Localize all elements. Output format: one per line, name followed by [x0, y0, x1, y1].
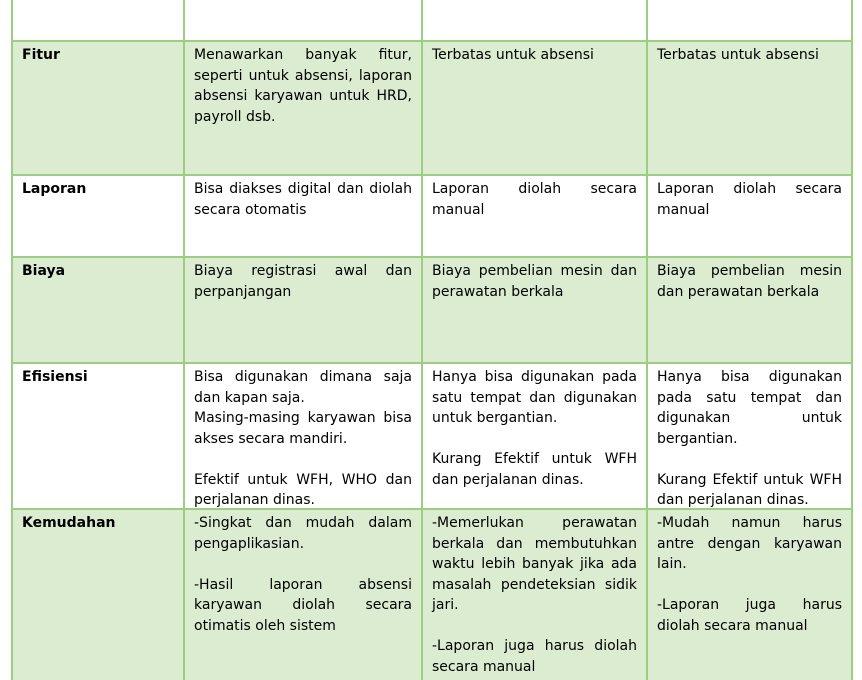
- cell-text: Hanya bisa digunakan pada satu tempat dan digunakan untuk bergantian.: [657, 369, 842, 447]
- table-row-biaya: [11, 258, 853, 364]
- table-row-fitur: [11, 42, 853, 176]
- paragraph-gap: [432, 616, 637, 637]
- cell-text: Biaya pembelian mesin dan perawatan berkala: [432, 263, 637, 300]
- row-label-cell: Laporan: [11, 176, 183, 256]
- table-cell: [646, 176, 853, 256]
- row-label-cell: [11, 0, 183, 40]
- cell-text: Efektif untuk WFH, WHO dan perjalanan dinas.: [194, 471, 412, 508]
- cell-text: Terbatas untuk absensi: [432, 47, 594, 63]
- cell-text: Menawarkan banyak fitur, seperti untuk absensi, laporan absensi karyawan untuk HRD, payroll dsb.: [194, 47, 412, 125]
- table-cell: [646, 258, 853, 362]
- cell-text: -Memerlukan perawatan berkala dan membutuhkan waktu lebih banyak jika ada masalah pendeteksian sidik jari.: [432, 515, 637, 613]
- comparison-table: [11, 0, 853, 680]
- table-cell: [421, 258, 646, 362]
- table-cell: [183, 510, 421, 680]
- row-label-cell: Kemudahan: [11, 510, 183, 680]
- table-cell: [421, 510, 646, 680]
- table-row-laporan: [11, 176, 853, 258]
- cell-text: Biaya registrasi awal dan perpanjangan: [194, 263, 412, 300]
- cell-text: Kurang Efektif untuk WFH dan perjalanan dinas.: [657, 471, 842, 508]
- paragraph-gap: [657, 449, 842, 470]
- cell-text: Laporan diolah secara manual: [432, 181, 637, 218]
- row-label-cell: Efisiensi: [11, 364, 183, 508]
- paragraph-gap: [432, 429, 637, 450]
- table-cell: [646, 42, 853, 174]
- row-label-cell: Fitur: [11, 42, 183, 174]
- table-cell: [183, 42, 421, 174]
- table-cell: [421, 42, 646, 174]
- table-cell: [183, 176, 421, 256]
- cell-text: -Hasil laporan absensi karyawan diolah secara otimatis oleh sistem: [194, 576, 412, 634]
- cell-text: Biaya pembelian mesin dan perawatan berkala: [657, 263, 842, 300]
- table-cell: [421, 176, 646, 256]
- table-cell: [646, 364, 853, 508]
- cell-text: Bisa diakses digital dan diolah secara otomatis: [194, 181, 412, 218]
- cell-text: Kurang Efektif untuk WFH dan perjalanan dinas.: [432, 451, 637, 488]
- cell-text: Bisa digunakan dimana saja dan kapan saja.: [194, 369, 412, 406]
- cell-text: -Mudah namun harus antre dengan karyawan lain.: [657, 515, 842, 572]
- table-row: [11, 0, 853, 42]
- cell-text: -Singkat dan mudah dalam pengaplikasian.: [194, 515, 412, 552]
- paragraph-gap: [194, 554, 412, 575]
- table-cell: [421, 0, 646, 40]
- cell-text: Masing-masing karyawan bisa akses secara mandiri.: [194, 410, 412, 447]
- cell-text: Hanya bisa digunakan pada satu tempat dan digunakan untuk bergantian.: [432, 369, 637, 426]
- table-cell: [183, 364, 421, 508]
- cell-text: Terbatas untuk absensi: [657, 47, 819, 63]
- paragraph-gap: [194, 449, 412, 470]
- table-row-efisiensi: [11, 364, 853, 510]
- table-cell: [646, 0, 853, 40]
- table-row-kemudahan: [11, 510, 853, 680]
- table-cell: [183, 258, 421, 362]
- table-cell: [183, 0, 421, 40]
- paragraph-gap: [657, 575, 842, 596]
- row-label-cell: Biaya: [11, 258, 183, 362]
- cell-text: Laporan diolah secara manual: [657, 181, 842, 218]
- table-cell: [646, 510, 853, 680]
- cell-text: -Laporan juga harus diolah secara manual: [657, 597, 842, 634]
- cell-text: -Laporan juga harus diolah secara manual: [432, 638, 637, 675]
- table-cell: [421, 364, 646, 508]
